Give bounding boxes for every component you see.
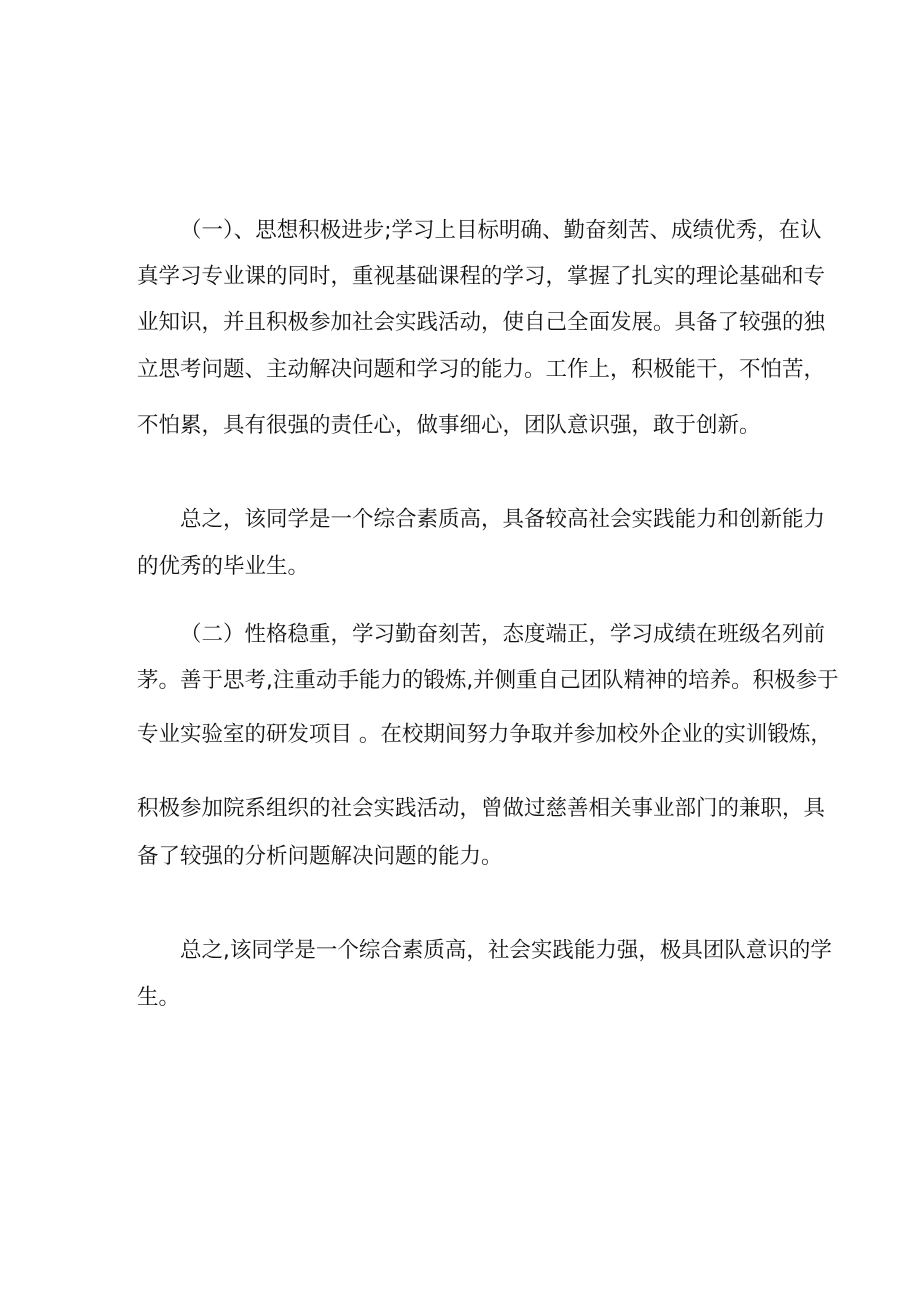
- paragraph-line: 的优秀的毕业生。: [137, 554, 310, 579]
- paragraph-line: 备了较强的分析问题解决问题的能力。: [137, 844, 503, 869]
- paragraph-line: （一）、思想积极进步;学习上目标明确、勤奋刻苦、成绩优秀，在认: [180, 218, 822, 243]
- paragraph-line: 不怕累，具有很强的责任心，做事细心，团队意识强，敢于创新。: [137, 413, 761, 438]
- paragraph-line: 总之,该同学是一个综合素质高，社会实践能力强，极具团队意识的学: [180, 938, 832, 963]
- paragraph-line: 业知识，并且积极参加社会实践活动，使自己全面发展。具备了较强的独: [137, 310, 826, 335]
- paragraph-line: 茅。善于思考,注重动手能力的锻炼,并侧重自己团队精神的培养。积极参于: [137, 668, 839, 693]
- paragraph-line: （二）性格稳重，学习勤奋刻苦，态度端正，学习成绩在班级名列前: [180, 622, 826, 647]
- paragraph-line: 立思考问题、主动解决问题和学习的能力。工作上，积极能干，不怕苦，: [137, 357, 826, 382]
- paragraph-line: 积极参加院系组织的社会实践活动，曾做过慈善相关事业部门的兼职，具: [137, 796, 826, 821]
- paragraph-line: 真学习专业课的同时，重视基础课程的学习，掌握了扎实的理论基础和专: [137, 264, 826, 289]
- paragraph-line: 总之，该同学是一个综合素质高，具备较高社会实践能力和创新能力: [180, 507, 826, 532]
- paragraph-line: 生。: [137, 985, 181, 1010]
- paragraph-line: 专业实验室的研发项目 。在校期间努力争取并参加校外企业的实训锻炼，: [137, 722, 832, 747]
